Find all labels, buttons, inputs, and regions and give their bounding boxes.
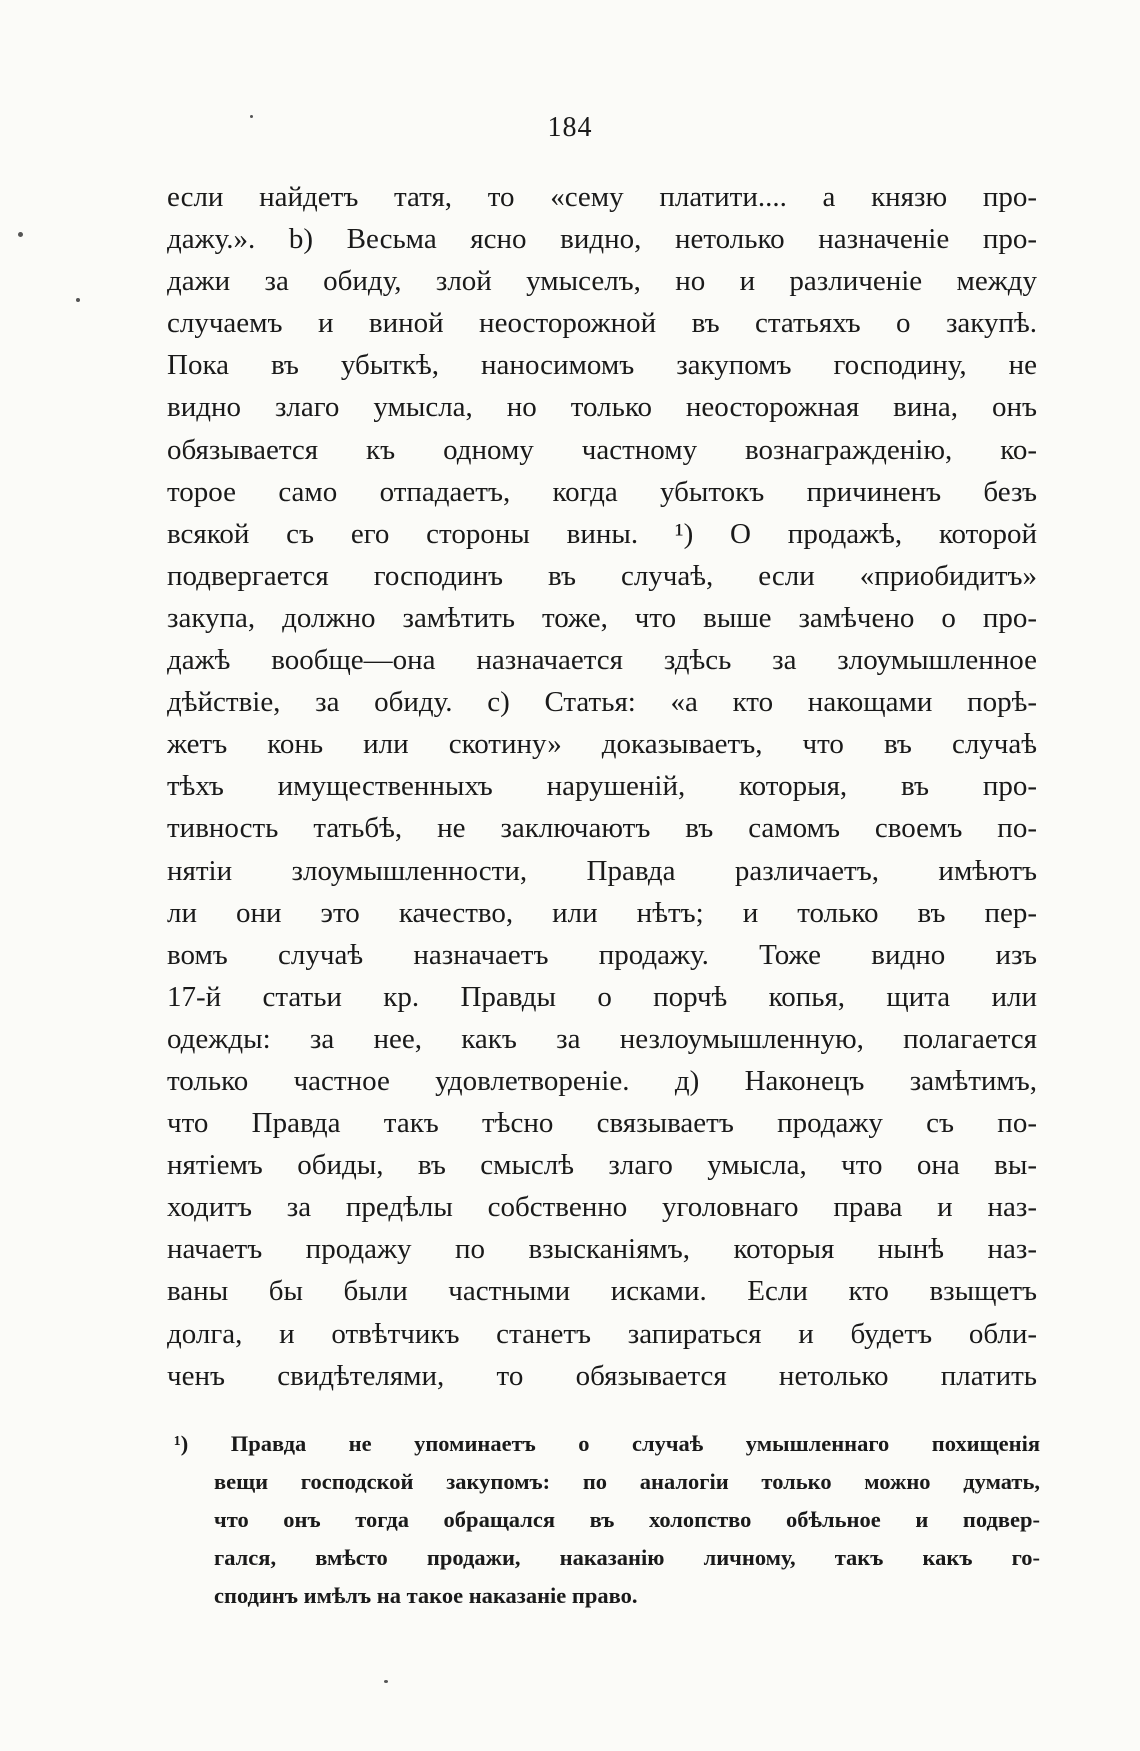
footnote-line: сподинъ имѣлъ на такое наказаніе право. bbox=[214, 1583, 638, 1608]
page-number: 184 bbox=[547, 112, 593, 143]
footnote-marker: ¹) bbox=[174, 1431, 189, 1456]
text-line: Пока въ убыткѣ, наносимомъ закупомъ господину, не bbox=[167, 349, 1037, 382]
text-line: закупа, должно замѣтить тоже, что выше замѣчено о про- bbox=[167, 601, 1037, 634]
text-line: если найдетъ татя, то «сему платити.... а князю про- bbox=[167, 181, 1037, 213]
print-speck bbox=[18, 232, 23, 237]
text-line: ченъ свидѣтелями, то обязывается нетолько платить bbox=[167, 1359, 1037, 1392]
print-speck bbox=[384, 1680, 388, 1683]
text-line: нятіемъ обиды, въ смыслѣ злаго умысла, что она вы- bbox=[167, 1149, 1037, 1182]
text-line: 17-й статьи кр. Правды о порчѣ копья, щита или bbox=[167, 980, 1037, 1013]
text-line: что Правда такъ тѣсно связываетъ продажу съ по- bbox=[167, 1107, 1037, 1140]
print-speck bbox=[76, 298, 80, 302]
text-line: дажи за обиду, злой умыселъ, но и различеніе между bbox=[167, 265, 1037, 298]
text-line: ваны бы были частными исками. Если кто взыщетъ bbox=[167, 1275, 1037, 1308]
text-line: подвергается господинъ въ случаѣ, если «приобидитъ» bbox=[167, 559, 1037, 592]
footnote-first-text: Правда не упоминаетъ о случаѣ умышленнаго похищенія bbox=[230, 1431, 1040, 1456]
text-line: дажѣ вообще—она назначается здѣсь за злоумышленное bbox=[167, 644, 1037, 677]
text-line: начаетъ продажу по взысканіямъ, которыя нынѣ наз- bbox=[167, 1233, 1037, 1266]
text-line: обязывается къ одному частному вознагражденію, ко- bbox=[167, 433, 1037, 466]
text-line: ли они это качество, или нѣтъ; и только въ пер- bbox=[167, 896, 1037, 929]
text-line: только частное удовлетвореніе. д) Наконецъ замѣтимъ, bbox=[167, 1064, 1037, 1097]
text-line: тѣхъ имущественныхъ нарушеній, которыя, въ про- bbox=[167, 770, 1037, 803]
main-text bbox=[167, 176, 1037, 1397]
footnote-body bbox=[174, 1463, 1040, 1615]
text-line: видно злаго умысла, но только неосторожная вина, онъ bbox=[167, 391, 1037, 424]
footnote-line: гался, вмѣсто продажи, наказанію личному, такъ какъ го- bbox=[214, 1545, 1040, 1570]
print-speck bbox=[250, 115, 253, 118]
text-line: всякой съ его стороны вины. ¹) О продажѣ, которой bbox=[167, 517, 1037, 550]
text-line: нятіи злоумышленности, Правда различаетъ, имѣютъ bbox=[167, 854, 1037, 887]
footnote-line: вещи господской закупомъ: по аналогіи только можно думать, bbox=[214, 1469, 1040, 1494]
text-line: дажу.». b) Весьма ясно видно, нетолько назначеніе про- bbox=[167, 223, 1037, 256]
footnote-line bbox=[174, 1425, 1040, 1463]
text-line: жетъ конь или скотину» доказываетъ, что въ случаѣ bbox=[167, 728, 1037, 761]
text-line: вомъ случаѣ назначаетъ продажу. Тоже видно изъ bbox=[167, 938, 1037, 971]
text-line: долга, и отвѣтчикъ станетъ запираться и будетъ обли- bbox=[167, 1317, 1037, 1350]
footnote-line: что онъ тогда обращался въ холопство обѣльное и подвер- bbox=[214, 1507, 1040, 1532]
text-line: одежды: за нее, какъ за незлоумышленную, полагается bbox=[167, 1022, 1037, 1055]
text-line: тивность татьбѣ, не заключаютъ въ самомъ своемъ по- bbox=[167, 812, 1037, 845]
text-line: дѣйствіе, за обиду. c) Статья: «а кто накощами порѣ- bbox=[167, 686, 1037, 719]
text-line: случаемъ и виной неосторожной въ статьяхъ о закупѣ. bbox=[167, 307, 1037, 340]
text-line: ходитъ за предѣлы собственно уголовнаго права и наз- bbox=[167, 1191, 1037, 1224]
text-line: торое само отпадаетъ, когда убытокъ причиненъ безъ bbox=[167, 475, 1037, 508]
footnote bbox=[174, 1425, 1040, 1615]
